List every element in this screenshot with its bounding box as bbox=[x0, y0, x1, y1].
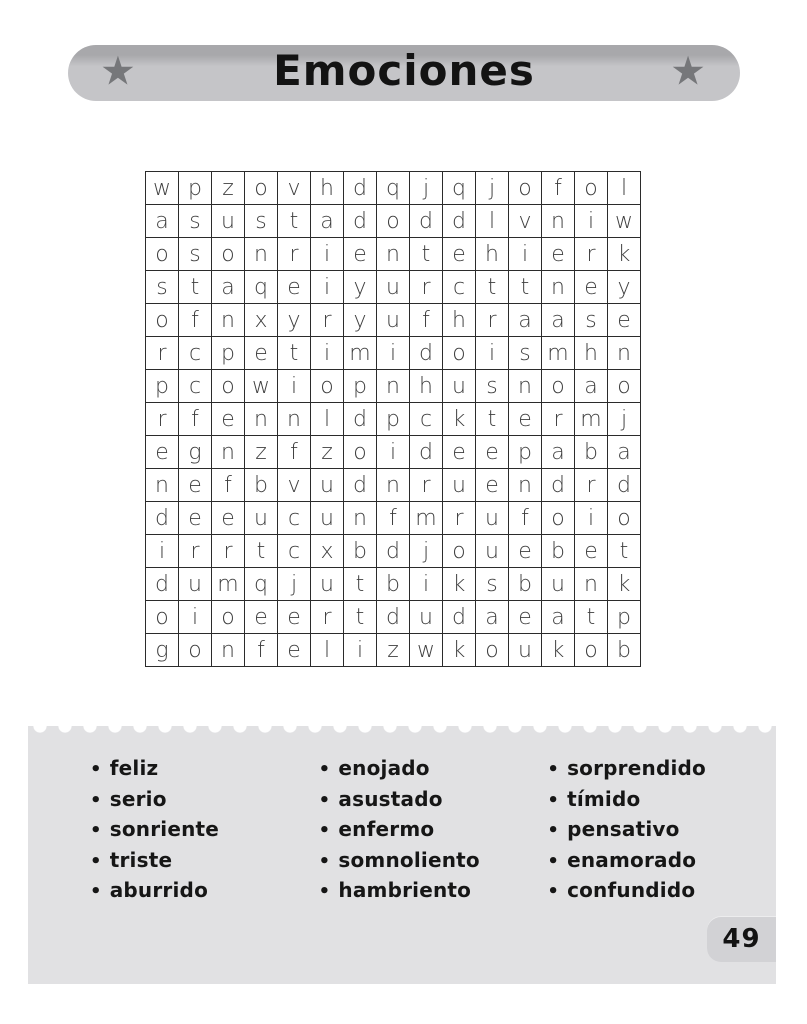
grid-cell: d bbox=[443, 601, 476, 634]
bullet-icon: • bbox=[90, 820, 102, 841]
grid-cell: a bbox=[476, 601, 509, 634]
grid-cell: o bbox=[608, 502, 641, 535]
grid-cell: s bbox=[179, 238, 212, 271]
grid-cell: f bbox=[278, 436, 311, 469]
grid-cell: u bbox=[245, 502, 278, 535]
word-item bbox=[90, 785, 319, 816]
grid-cell: j bbox=[476, 172, 509, 205]
grid-cell: f bbox=[179, 304, 212, 337]
grid-cell: n bbox=[575, 568, 608, 601]
grid-cell: d bbox=[344, 172, 377, 205]
grid-cell: f bbox=[410, 304, 443, 337]
bullet-icon: • bbox=[318, 789, 331, 811]
grid-cell: c bbox=[410, 403, 443, 436]
grid-cell: u bbox=[410, 601, 443, 634]
grid-cell: o bbox=[377, 205, 410, 238]
bullet-icon: • bbox=[90, 850, 102, 872]
grid-cell: a bbox=[146, 205, 179, 238]
bullet-icon: • bbox=[318, 759, 331, 780]
grid-cell: k bbox=[608, 238, 641, 271]
bullet-icon: • bbox=[547, 759, 560, 780]
grid-cell: v bbox=[278, 172, 311, 205]
word-item bbox=[90, 846, 319, 877]
grid-cell: o bbox=[542, 370, 575, 403]
word-column bbox=[547, 754, 776, 907]
word-item bbox=[547, 785, 776, 816]
word-label: hambriento bbox=[338, 878, 472, 902]
grid-cell: s bbox=[476, 370, 509, 403]
word-item bbox=[319, 846, 548, 877]
grid-cell: f bbox=[509, 502, 542, 535]
grid-cell: n bbox=[542, 271, 575, 304]
grid-cell: t bbox=[608, 535, 641, 568]
grid-cell: x bbox=[245, 304, 278, 337]
grid-cell: y bbox=[344, 271, 377, 304]
grid-cell: e bbox=[575, 535, 608, 568]
grid-cell: i bbox=[278, 370, 311, 403]
grid-cell: r bbox=[146, 337, 179, 370]
bullet-icon: • bbox=[547, 881, 560, 902]
grid-cell: d bbox=[377, 601, 410, 634]
grid-cell: n bbox=[212, 634, 245, 667]
grid-cell: y bbox=[608, 271, 641, 304]
grid-cell: t bbox=[344, 601, 377, 634]
grid-cell: a bbox=[608, 436, 641, 469]
grid-cell: k bbox=[443, 634, 476, 667]
grid-cell: e bbox=[278, 271, 311, 304]
grid-cell: n bbox=[245, 403, 278, 436]
grid-cell: e bbox=[542, 238, 575, 271]
grid-cell: i bbox=[146, 535, 179, 568]
grid-cell: o bbox=[608, 370, 641, 403]
grid-cell: t bbox=[476, 403, 509, 436]
grid-cell: s bbox=[179, 205, 212, 238]
grid-row bbox=[146, 370, 641, 403]
grid-cell: e bbox=[509, 601, 542, 634]
word-label: enfermo bbox=[338, 817, 435, 841]
grid-cell: n bbox=[278, 403, 311, 436]
word-label: serio bbox=[109, 786, 167, 811]
grid-cell: n bbox=[245, 238, 278, 271]
grid-row bbox=[146, 436, 641, 469]
grid-cell: n bbox=[509, 370, 542, 403]
grid-cell: t bbox=[344, 568, 377, 601]
grid-cell: d bbox=[443, 205, 476, 238]
grid-cell: i bbox=[575, 502, 608, 535]
grid-cell: b bbox=[542, 535, 575, 568]
word-list-panel bbox=[28, 726, 776, 984]
header-bar bbox=[68, 45, 740, 101]
grid-cell: e bbox=[476, 436, 509, 469]
grid-cell: u bbox=[311, 469, 344, 502]
grid-cell: n bbox=[377, 370, 410, 403]
grid-cell: s bbox=[245, 205, 278, 238]
grid-cell: o bbox=[443, 337, 476, 370]
grid-cell: t bbox=[509, 271, 542, 304]
grid-cell: j bbox=[278, 568, 311, 601]
word-item bbox=[547, 876, 776, 907]
word-label: enamorado bbox=[567, 847, 697, 872]
grid-cell: a bbox=[542, 304, 575, 337]
grid-cell: k bbox=[443, 403, 476, 436]
grid-cell: l bbox=[608, 172, 641, 205]
grid-cell: u bbox=[377, 271, 410, 304]
grid-cell: l bbox=[476, 205, 509, 238]
grid-cell: c bbox=[278, 535, 311, 568]
bullet-icon: • bbox=[318, 820, 331, 841]
grid-cell: b bbox=[245, 469, 278, 502]
word-label: sorprendido bbox=[567, 756, 706, 780]
grid-cell: v bbox=[509, 205, 542, 238]
grid-cell: f bbox=[245, 634, 278, 667]
grid-cell: d bbox=[377, 535, 410, 568]
grid-row bbox=[146, 601, 641, 634]
grid-cell: n bbox=[146, 469, 179, 502]
grid-cell: o bbox=[344, 436, 377, 469]
bullet-icon: • bbox=[318, 881, 331, 902]
grid-cell: s bbox=[476, 568, 509, 601]
grid-cell: t bbox=[410, 238, 443, 271]
grid-cell: b bbox=[344, 535, 377, 568]
grid-cell: k bbox=[443, 568, 476, 601]
grid-cell: n bbox=[377, 238, 410, 271]
word-label: pensativo bbox=[567, 817, 680, 841]
grid-cell: d bbox=[410, 337, 443, 370]
grid-row bbox=[146, 502, 641, 535]
word-label: somnoliento bbox=[338, 847, 480, 872]
grid-cell: d bbox=[344, 403, 377, 436]
grid-cell: n bbox=[212, 304, 245, 337]
word-label: asustado bbox=[338, 786, 443, 811]
grid-cell: r bbox=[311, 304, 344, 337]
word-item bbox=[319, 754, 548, 785]
grid-cell: a bbox=[311, 205, 344, 238]
grid-row bbox=[146, 238, 641, 271]
grid-cell: o bbox=[212, 370, 245, 403]
page-title: Emociones bbox=[273, 46, 535, 95]
grid-cell: m bbox=[212, 568, 245, 601]
grid-cell: r bbox=[179, 535, 212, 568]
word-item bbox=[547, 754, 776, 785]
grid-cell: u bbox=[179, 568, 212, 601]
grid-cell: q bbox=[377, 172, 410, 205]
grid-cell: u bbox=[377, 304, 410, 337]
grid-cell: e bbox=[278, 601, 311, 634]
bullet-icon: • bbox=[547, 789, 560, 811]
grid-cell: u bbox=[443, 469, 476, 502]
grid-cell: o bbox=[443, 535, 476, 568]
word-item bbox=[547, 846, 776, 877]
grid-cell: z bbox=[311, 436, 344, 469]
grid-cell: h bbox=[575, 337, 608, 370]
grid-row bbox=[146, 205, 641, 238]
grid-cell: p bbox=[344, 370, 377, 403]
grid-cell: a bbox=[212, 271, 245, 304]
grid-cell: r bbox=[443, 502, 476, 535]
grid-cell: f bbox=[377, 502, 410, 535]
grid-cell: u bbox=[509, 634, 542, 667]
grid-cell: d bbox=[344, 205, 377, 238]
grid-cell: n bbox=[608, 337, 641, 370]
word-item bbox=[319, 815, 548, 846]
grid-cell: c bbox=[278, 502, 311, 535]
grid-cell: n bbox=[344, 502, 377, 535]
word-label: triste bbox=[109, 847, 173, 872]
grid-cell: e bbox=[608, 304, 641, 337]
grid-cell: e bbox=[509, 535, 542, 568]
grid-cell: n bbox=[509, 469, 542, 502]
grid-cell: e bbox=[179, 502, 212, 535]
grid-cell: q bbox=[443, 172, 476, 205]
grid-cell: u bbox=[542, 568, 575, 601]
grid-cell: r bbox=[212, 535, 245, 568]
grid-cell: e bbox=[245, 337, 278, 370]
grid-cell: x bbox=[311, 535, 344, 568]
grid-cell: s bbox=[509, 337, 542, 370]
word-item bbox=[90, 815, 319, 846]
word-search-grid bbox=[145, 171, 641, 667]
word-column bbox=[90, 754, 319, 907]
grid-cell: l bbox=[311, 403, 344, 436]
grid-cell: f bbox=[542, 172, 575, 205]
grid-cell: b bbox=[608, 634, 641, 667]
grid-cell: r bbox=[311, 601, 344, 634]
grid-cell: a bbox=[542, 436, 575, 469]
grid-cell: m bbox=[542, 337, 575, 370]
grid-cell: d bbox=[146, 502, 179, 535]
grid-cell: e bbox=[344, 238, 377, 271]
grid-row bbox=[146, 271, 641, 304]
grid-cell: y bbox=[344, 304, 377, 337]
grid-cell: r bbox=[410, 469, 443, 502]
grid-cell: z bbox=[245, 436, 278, 469]
bullet-icon: • bbox=[318, 850, 331, 872]
grid-cell: h bbox=[443, 304, 476, 337]
grid-cell: o bbox=[575, 634, 608, 667]
grid-cell: h bbox=[476, 238, 509, 271]
grid-cell: i bbox=[575, 205, 608, 238]
bullet-icon: • bbox=[90, 759, 102, 780]
word-item bbox=[319, 876, 548, 907]
grid-cell: r bbox=[575, 469, 608, 502]
grid-cell: q bbox=[245, 568, 278, 601]
grid-row bbox=[146, 469, 641, 502]
grid-cell: w bbox=[146, 172, 179, 205]
grid-cell: o bbox=[245, 172, 278, 205]
word-label: feliz bbox=[109, 756, 159, 780]
word-label: aburrido bbox=[109, 878, 209, 902]
grid-cell: f bbox=[212, 469, 245, 502]
grid-cell: w bbox=[410, 634, 443, 667]
grid-cell: s bbox=[575, 304, 608, 337]
grid-cell: c bbox=[179, 337, 212, 370]
grid-cell: e bbox=[575, 271, 608, 304]
grid-cell: c bbox=[443, 271, 476, 304]
grid-cell: i bbox=[476, 337, 509, 370]
word-label: tímido bbox=[567, 786, 641, 811]
grid-row bbox=[146, 304, 641, 337]
word-column bbox=[319, 754, 548, 907]
grid-cell: e bbox=[179, 469, 212, 502]
grid-cell: p bbox=[146, 370, 179, 403]
grid-cell: o bbox=[509, 172, 542, 205]
grid-cell: o bbox=[542, 502, 575, 535]
grid-cell: j bbox=[410, 172, 443, 205]
grid-cell: n bbox=[212, 436, 245, 469]
grid-cell: k bbox=[542, 634, 575, 667]
grid-cell: i bbox=[311, 238, 344, 271]
grid-row bbox=[146, 535, 641, 568]
grid-cell: i bbox=[410, 568, 443, 601]
grid-cell: v bbox=[278, 469, 311, 502]
grid-cell: m bbox=[575, 403, 608, 436]
grid-cell: r bbox=[410, 271, 443, 304]
grid-cell: u bbox=[476, 535, 509, 568]
grid-cell: t bbox=[278, 205, 311, 238]
bullet-icon: • bbox=[547, 850, 560, 872]
grid-cell: g bbox=[146, 634, 179, 667]
word-item bbox=[547, 815, 776, 846]
grid-cell: d bbox=[410, 205, 443, 238]
grid-cell: w bbox=[608, 205, 641, 238]
grid-cell: a bbox=[575, 370, 608, 403]
grid-cell: r bbox=[278, 238, 311, 271]
word-item bbox=[90, 754, 319, 785]
grid-cell: j bbox=[410, 535, 443, 568]
grid-cell: e bbox=[212, 403, 245, 436]
grid-cell: e bbox=[212, 502, 245, 535]
grid-cell: b bbox=[509, 568, 542, 601]
grid-cell: o bbox=[146, 304, 179, 337]
word-label: sonriente bbox=[109, 817, 220, 841]
grid-cell: d bbox=[410, 436, 443, 469]
grid-cell: i bbox=[377, 436, 410, 469]
grid-cell: p bbox=[509, 436, 542, 469]
grid-cell: o bbox=[146, 238, 179, 271]
grid-cell: t bbox=[476, 271, 509, 304]
grid-cell: i bbox=[509, 238, 542, 271]
grid-cell: t bbox=[575, 601, 608, 634]
grid-cell: r bbox=[575, 238, 608, 271]
grid-cell: l bbox=[311, 634, 344, 667]
grid-cell: n bbox=[377, 469, 410, 502]
grid-cell: w bbox=[245, 370, 278, 403]
grid-row bbox=[146, 634, 641, 667]
grid-cell: s bbox=[146, 271, 179, 304]
grid-cell: r bbox=[542, 403, 575, 436]
grid-cell: o bbox=[212, 238, 245, 271]
word-item bbox=[90, 876, 319, 907]
star-icon: ★ bbox=[670, 48, 706, 95]
grid-cell: t bbox=[245, 535, 278, 568]
grid-cell: c bbox=[179, 370, 212, 403]
grid-cell: t bbox=[278, 337, 311, 370]
grid-cell: i bbox=[377, 337, 410, 370]
grid-cell: z bbox=[212, 172, 245, 205]
grid-cell: e bbox=[476, 469, 509, 502]
grid-cell: u bbox=[311, 502, 344, 535]
grid-cell: e bbox=[278, 634, 311, 667]
grid-cell: r bbox=[146, 403, 179, 436]
grid-cell: g bbox=[179, 436, 212, 469]
grid-cell: a bbox=[542, 601, 575, 634]
grid-cell: t bbox=[179, 271, 212, 304]
grid-cell: b bbox=[377, 568, 410, 601]
grid-cell: o bbox=[212, 601, 245, 634]
grid-cell: u bbox=[212, 205, 245, 238]
grid-cell: m bbox=[344, 337, 377, 370]
grid-cell: u bbox=[311, 568, 344, 601]
grid-cell: m bbox=[410, 502, 443, 535]
grid-cell: i bbox=[179, 601, 212, 634]
grid-cell: e bbox=[146, 436, 179, 469]
grid-cell: i bbox=[311, 337, 344, 370]
grid-cell: u bbox=[443, 370, 476, 403]
grid-cell: e bbox=[509, 403, 542, 436]
grid-cell: p bbox=[608, 601, 641, 634]
grid-cell: j bbox=[608, 403, 641, 436]
grid-cell: o bbox=[575, 172, 608, 205]
grid-cell: e bbox=[443, 436, 476, 469]
grid-cell: i bbox=[344, 634, 377, 667]
grid-cell: a bbox=[509, 304, 542, 337]
page-number: 49 bbox=[722, 924, 761, 954]
grid-cell: e bbox=[443, 238, 476, 271]
bullet-icon: • bbox=[547, 820, 560, 841]
word-columns bbox=[28, 726, 776, 907]
grid-cell: d bbox=[542, 469, 575, 502]
grid-cell: k bbox=[608, 568, 641, 601]
grid-cell: f bbox=[179, 403, 212, 436]
grid-cell: r bbox=[476, 304, 509, 337]
word-item bbox=[319, 785, 548, 816]
grid-cell: b bbox=[575, 436, 608, 469]
grid-cell: d bbox=[344, 469, 377, 502]
word-label: enojado bbox=[338, 756, 430, 780]
page-number-tab bbox=[707, 916, 776, 962]
grid-cell: y bbox=[278, 304, 311, 337]
grid-cell: o bbox=[146, 601, 179, 634]
grid-cell: q bbox=[245, 271, 278, 304]
bullet-icon: • bbox=[90, 881, 102, 902]
grid-cell: p bbox=[179, 172, 212, 205]
grid-row bbox=[146, 337, 641, 370]
grid-cell: p bbox=[212, 337, 245, 370]
word-label: confundido bbox=[567, 878, 696, 902]
grid-cell: o bbox=[476, 634, 509, 667]
grid-cell: e bbox=[245, 601, 278, 634]
grid-cell: o bbox=[179, 634, 212, 667]
grid-cell: h bbox=[311, 172, 344, 205]
star-icon: ★ bbox=[100, 48, 136, 95]
grid-row bbox=[146, 403, 641, 436]
grid-cell: h bbox=[410, 370, 443, 403]
grid-row bbox=[146, 568, 641, 601]
grid-cell: n bbox=[542, 205, 575, 238]
grid-cell: d bbox=[146, 568, 179, 601]
bullet-icon: • bbox=[90, 789, 102, 811]
letter-grid-table bbox=[145, 171, 641, 667]
grid-cell: z bbox=[377, 634, 410, 667]
grid-cell: p bbox=[377, 403, 410, 436]
grid-cell: i bbox=[311, 271, 344, 304]
grid-cell: u bbox=[476, 502, 509, 535]
grid-row bbox=[146, 172, 641, 205]
grid-cell: o bbox=[311, 370, 344, 403]
grid-cell: d bbox=[608, 469, 641, 502]
